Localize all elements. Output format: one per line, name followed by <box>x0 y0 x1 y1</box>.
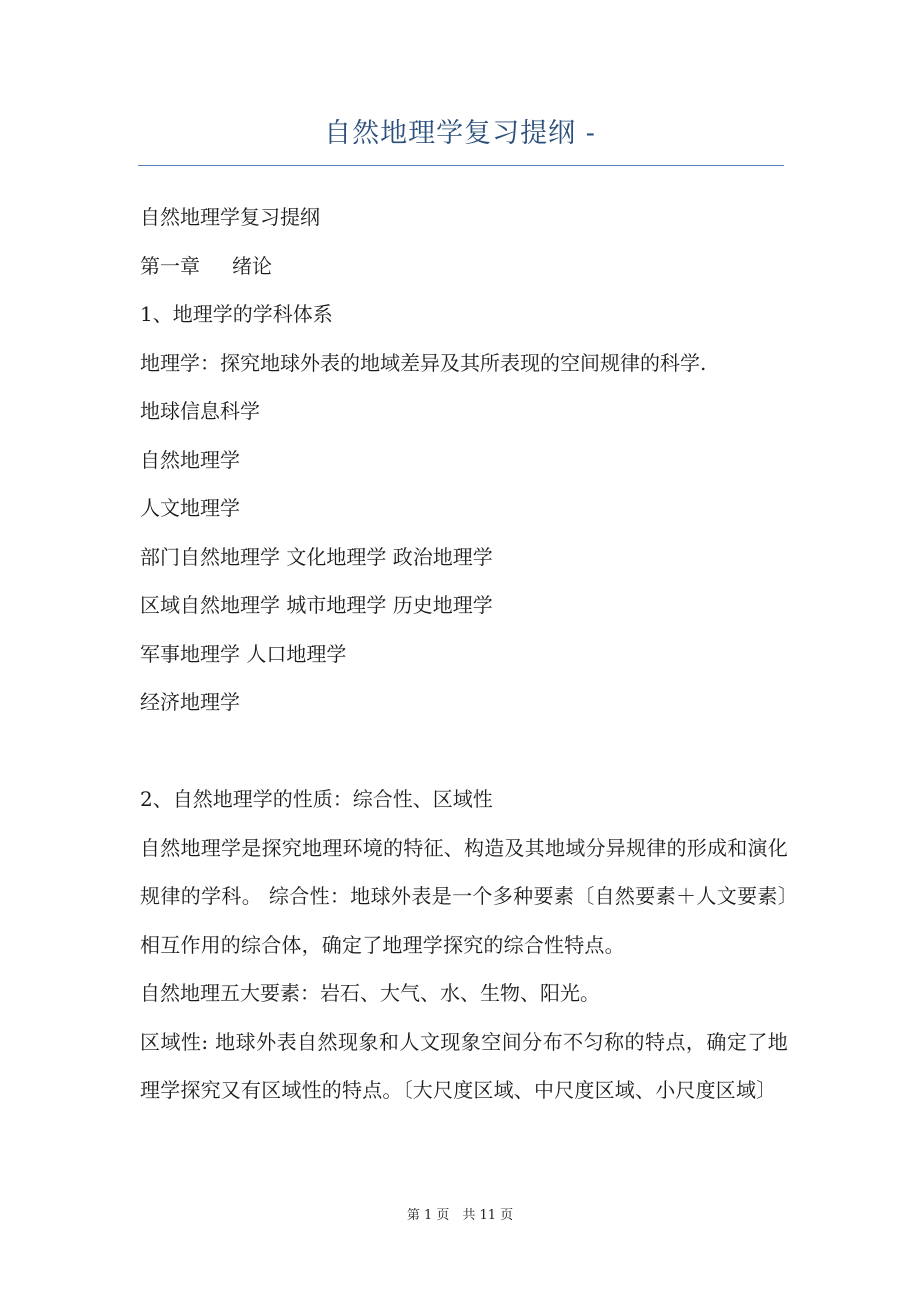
document-body <box>140 193 788 1115</box>
list-item: 地球信息科学 <box>140 399 260 423</box>
list-item: 军事地理学 人口地理学 <box>140 641 347 666</box>
body-paragraph: 自然地理学是探究地理环境的特征、构造及其地域分异规律的形成和演化规律的学科。 综合性：地球外表是一个多种要素〔自然要素＋人文要素〕相互作用的综合体，确定了地理学探究的综合性特点。 <box>140 835 788 957</box>
section-heading: 2、自然地理学的性质：综合性、区域性 <box>140 787 493 811</box>
list-item: 自然地理学 <box>140 447 240 472</box>
page-footer: 第 1 页 共 11 页 <box>406 1208 514 1223</box>
list-item: 经济地理学 <box>140 690 240 714</box>
list-item: 部门自然地理学 文化地理学 政治地理学 <box>140 544 493 569</box>
body-line: 自然地理五大要素：岩石、大气、水、生物、阳光。 <box>140 981 600 1005</box>
chapter-title: 绪论 <box>232 253 272 278</box>
chapter-number: 第一章 <box>140 253 200 278</box>
section-heading: 1、地理学的学科体系 <box>140 302 333 326</box>
definition-line: 地理学：探究地球外表的地域差异及其所表现的空间规律的科学. <box>140 350 707 375</box>
list-item: 人文地理学 <box>140 496 240 520</box>
document-title: 自然地理学复习提纲 - <box>324 118 596 149</box>
title-underline <box>138 165 784 166</box>
outline-heading: 自然地理学复习提纲 <box>140 205 320 229</box>
blank-line <box>140 727 788 776</box>
list-item: 区域自然地理学 城市地理学 历史地理学 <box>140 593 493 617</box>
chapter-heading <box>140 242 788 291</box>
body-paragraph: 区域性: 地球外表自然现象和人文现象空间分布不匀称的特点，确定了地理学探究又有区域性的特点。〔大尺度区域、中尺度区域、小尺度区域〕 <box>140 1029 788 1102</box>
